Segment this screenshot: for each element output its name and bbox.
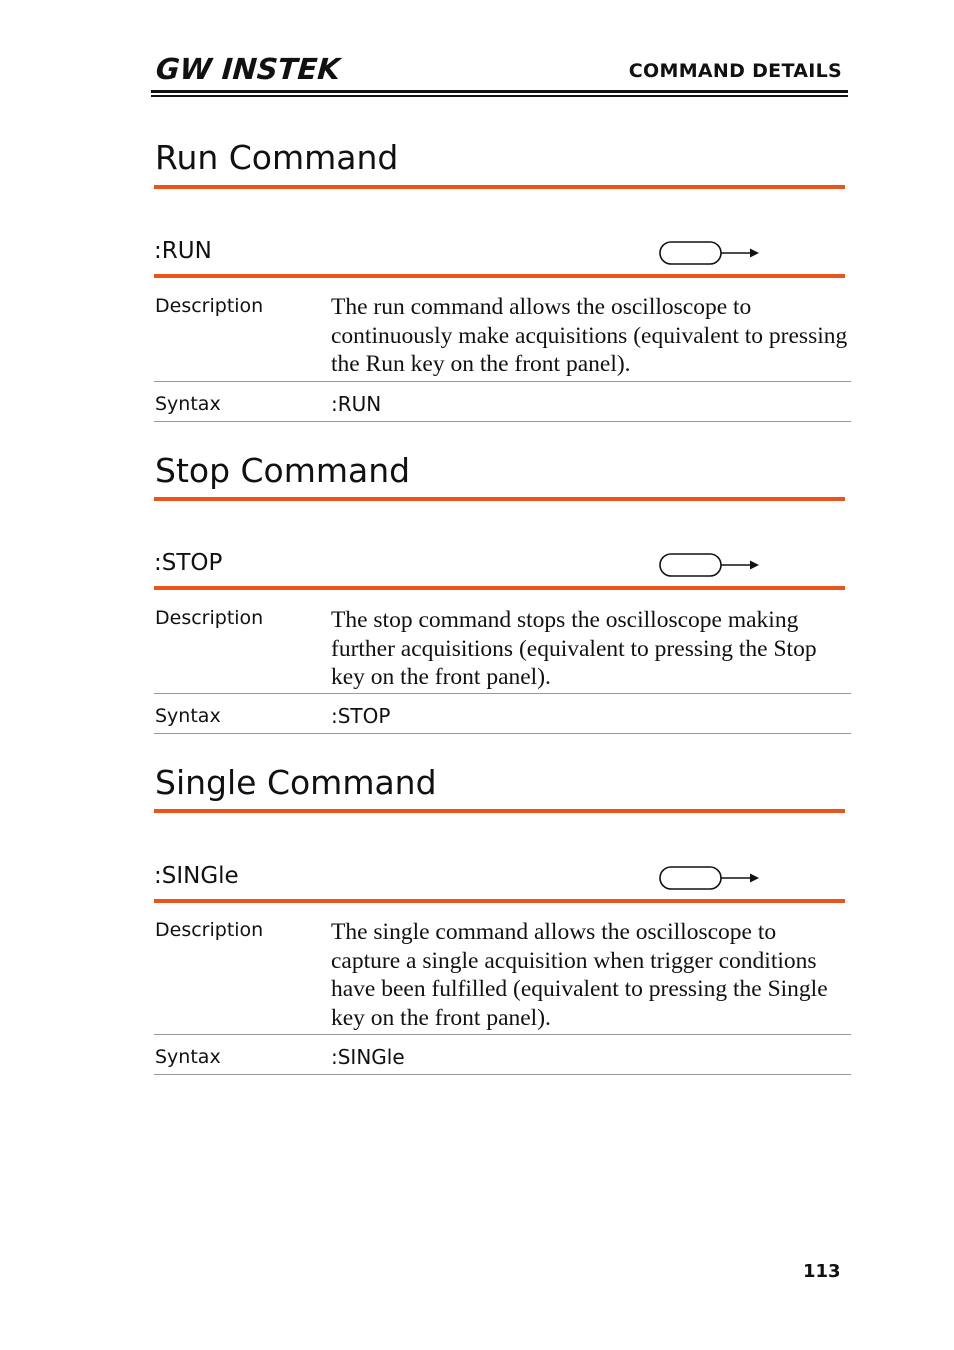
- set-icon: [659, 240, 759, 266]
- description-text: The stop command stops the oscilloscope making further acquisitions (equivalent to pressing the Stop key on the front panel).: [331, 607, 817, 690]
- syntax-value: :RUN: [331, 392, 382, 416]
- divider: [154, 1034, 851, 1035]
- logo: GW INSTEK: [154, 52, 342, 86]
- syntax-label: Syntax: [155, 393, 221, 415]
- section-title: Stop Command: [155, 451, 411, 490]
- description-label: Description: [155, 919, 264, 941]
- syntax-label: Syntax: [155, 705, 221, 727]
- syntax-value: :STOP: [331, 704, 391, 728]
- set-icon: [659, 552, 759, 578]
- section-title-rule: [154, 809, 845, 813]
- command-rule: [154, 586, 845, 590]
- section-stop: [154, 451, 851, 741]
- syntax-label: Syntax: [155, 1046, 221, 1068]
- divider: [154, 733, 851, 734]
- command-name: :RUN: [154, 238, 212, 264]
- command-rule: [154, 899, 845, 903]
- description-text: The single command allows the oscilloscope to capture a single acquisition when trigger conditions have been fulfilled (equivalent to pressing the Single key on the front panel).: [331, 919, 828, 1031]
- section-title-rule: [154, 185, 845, 189]
- command-name: :SINGle: [154, 863, 239, 889]
- page-number: 113: [803, 1261, 841, 1282]
- divider: [154, 421, 851, 422]
- section-single: [154, 763, 851, 1083]
- header-rule-top: [151, 90, 848, 93]
- divider: [154, 381, 851, 382]
- section-title: Run Command: [155, 138, 399, 177]
- section-run: [154, 138, 851, 428]
- divider: [154, 693, 851, 694]
- set-icon: [659, 865, 759, 891]
- description-text: The run command allows the oscilloscope to continuously make acquisitions (equivalent to pressing the Run key on the front panel).: [331, 294, 848, 377]
- command-name: :STOP: [154, 550, 223, 576]
- description-label: Description: [155, 607, 264, 629]
- section-title-rule: [154, 497, 845, 501]
- header-rule-bottom: [151, 95, 848, 97]
- section-title: Single Command: [155, 763, 437, 802]
- header-title: COMMAND DETAILS: [628, 60, 842, 82]
- description-label: Description: [155, 295, 264, 317]
- syntax-value: :SINGle: [331, 1045, 405, 1069]
- divider: [154, 1074, 851, 1075]
- command-rule: [154, 274, 845, 278]
